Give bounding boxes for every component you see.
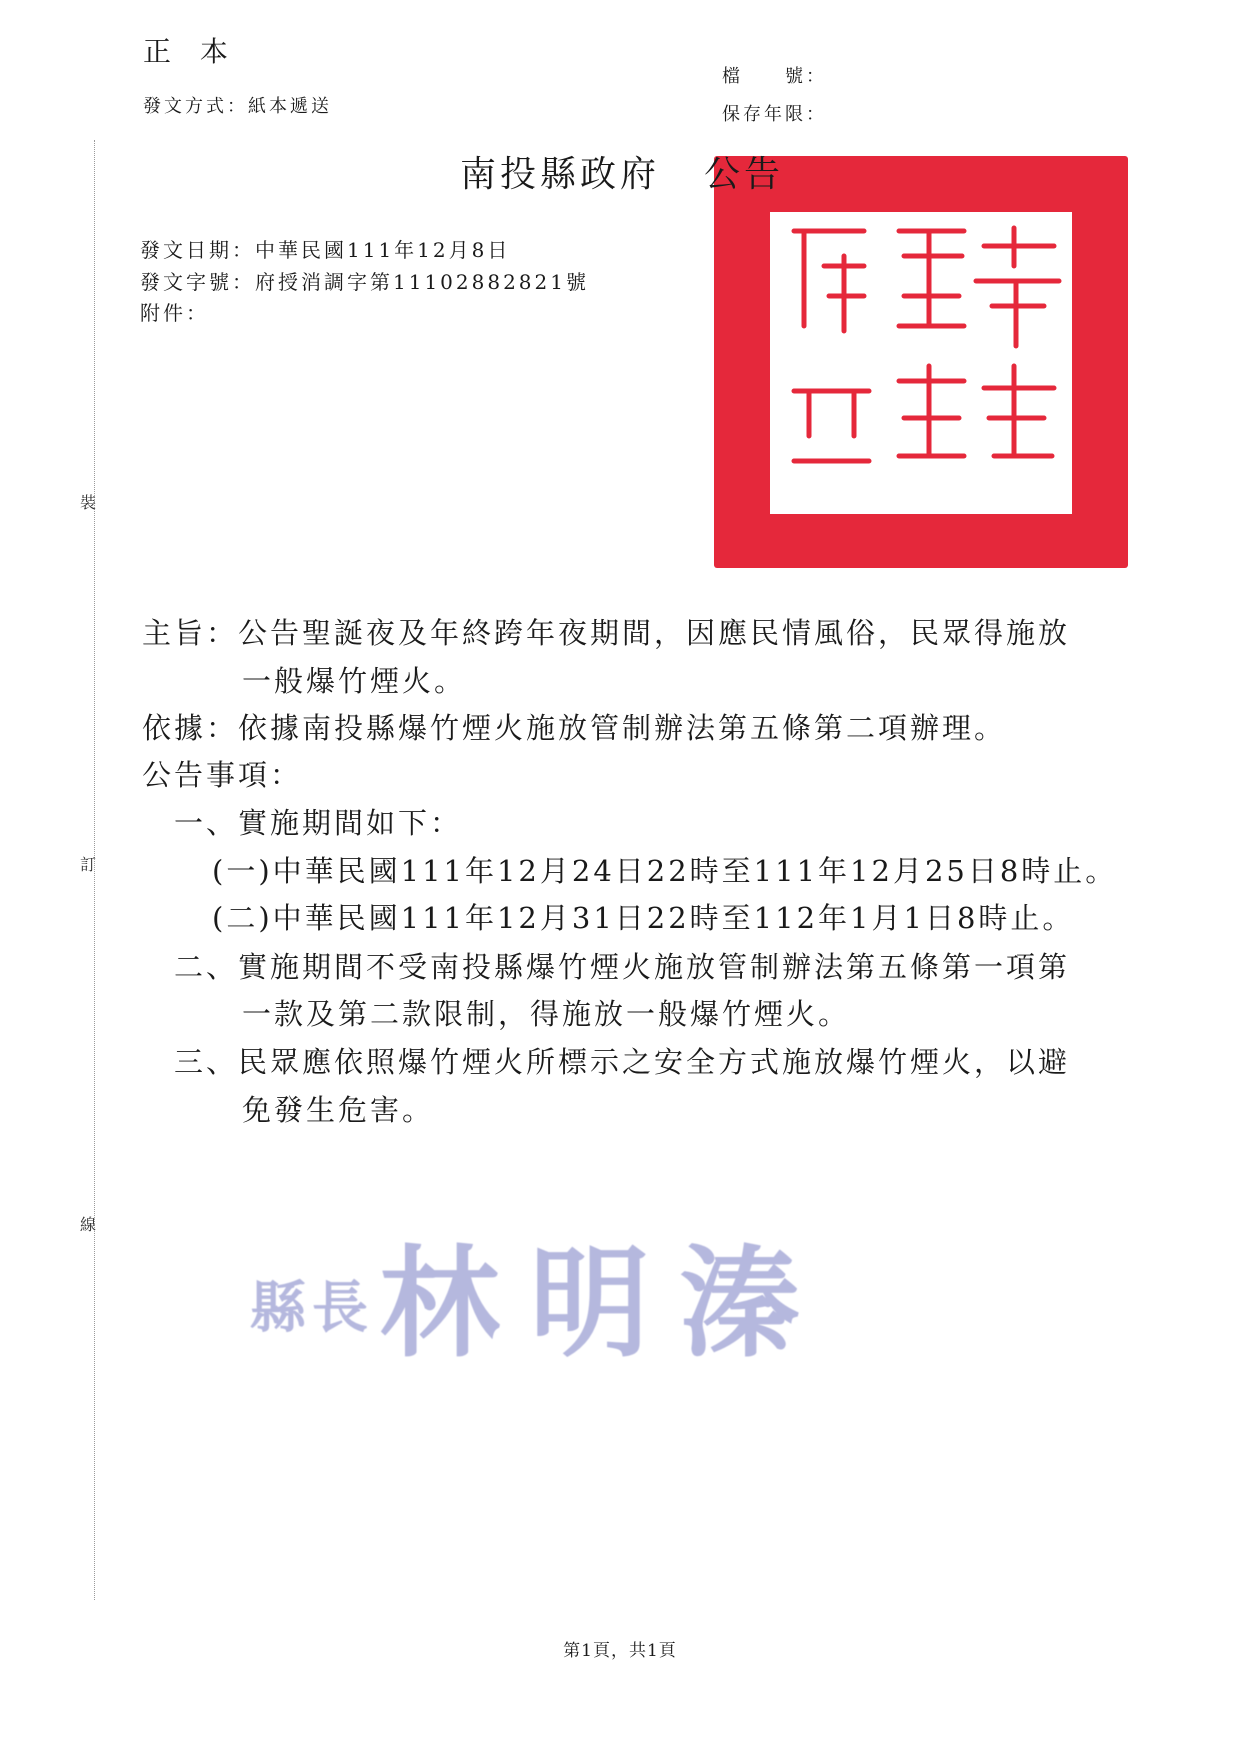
agency-name: 南投縣政府	[460, 154, 661, 195]
magistrate-signature	[250, 1208, 830, 1374]
signature-title: 縣長	[250, 1275, 374, 1341]
official-seal	[714, 156, 1128, 568]
attachment-label: 附件：	[140, 301, 209, 325]
item-1: 一、實施期間如下：	[174, 806, 463, 840]
item-1-sub-2: (二)中華民國111年12月31日22時至112年1月1日8時止。	[212, 901, 1075, 935]
binding-mark-ding: 訂	[80, 855, 97, 874]
issue-date: 發文日期：中華民國111年12月8日	[140, 238, 511, 262]
copy-label: 正 本	[143, 35, 238, 68]
document-type: 公告	[704, 154, 785, 195]
announcement-heading: 公告事項：	[142, 758, 303, 792]
binding-mark-zhuang: 裝	[80, 493, 97, 512]
seal-glyphs	[714, 156, 1128, 568]
page-info: 第1頁，共1頁	[563, 1641, 677, 1661]
basis: 依據：依據南投縣爆竹煙火施放管制辦法第五條第二項辦理。	[142, 711, 1007, 745]
subject-line-1: 主旨：公告聖誕夜及年終跨年夜期間，因應民情風俗，民眾得施放	[142, 616, 1071, 650]
binding-mark-xian: 線	[80, 1215, 97, 1234]
item-3-line-2: 免發生危害。	[242, 1093, 435, 1127]
delivery-method: 發文方式：紙本遞送	[143, 96, 332, 117]
signature-name: 林明溱	[379, 1233, 830, 1374]
item-2-line-1: 二、實施期間不受南投縣爆竹煙火施放管制辦法第五條第一項第	[174, 950, 1071, 984]
issue-number: 發文字號：府授消調字第11102882821號	[140, 270, 589, 294]
document-title	[460, 146, 784, 197]
item-2-line-2: 一款及第二款限制，得施放一般爆竹煙火。	[242, 997, 851, 1031]
item-3-line-1: 三、民眾應依照爆竹煙火所標示之安全方式施放爆竹煙火，以避	[174, 1045, 1071, 1079]
subject-line-2: 一般爆竹煙火。	[242, 664, 467, 698]
retention-period: 保存年限：	[722, 104, 827, 125]
item-1-sub-1: (一)中華民國111年12月24日22時至111年12月25日8時止。	[212, 854, 1118, 888]
file-number: 檔 號：	[722, 66, 827, 87]
